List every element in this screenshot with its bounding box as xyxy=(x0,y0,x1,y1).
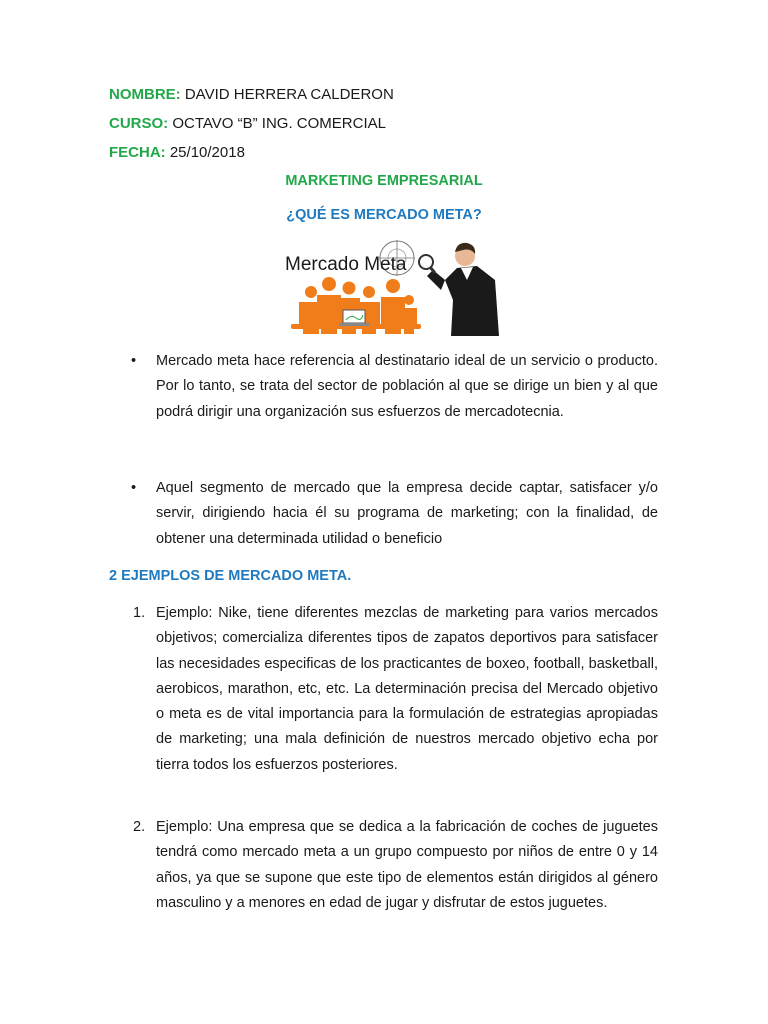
bullet-1-marker: • xyxy=(131,353,137,369)
laptop-icon xyxy=(339,310,369,326)
fecha-value: 25/10/2018 xyxy=(169,144,245,161)
section-heading: 2 EJEMPLOS DE MERCADO META. xyxy=(109,568,352,584)
question-heading: ¿QUÉ ES MERCADO META? xyxy=(286,207,482,223)
nombre-line xyxy=(109,86,394,104)
example-2-text: Ejemplo: Una empresa que se dedica a la fabricación de coches de juguetes tendrá como mercado meta a un grupo compuesto por niños de entre 0 y 14 años, ya que se supone que este tipo de elementos están dirigidos al género masculino y a menores en edad de jugar y disfrutar de estos juguetes. xyxy=(156,819,658,911)
nombre-label: NOMBRE: xyxy=(109,86,181,103)
figure-text: Mercado Meta xyxy=(285,254,407,275)
fecha-label: FECHA: xyxy=(109,144,166,161)
bullet-2-text: Aquel segmento de mercado que la empresa decide captar, satisfacer y/o servir, dirigiendo hacia él su programa de marketing; con la finalidad, de obtener una determinada utilidad o beneficio xyxy=(156,480,658,547)
mercado-meta-illustration xyxy=(281,240,499,336)
example-2-number: 2. xyxy=(133,819,146,835)
fecha-line xyxy=(109,144,245,162)
bullet-1-text: Mercado meta hace referencia al destinatario ideal de un servicio o producto. Por lo tanto, se trata del sector de población al que se dirige un bien y al que podrá dirigir una organización sus esfuerzos de mercadotecnia. xyxy=(156,353,658,420)
curso-label: CURSO: xyxy=(109,115,169,132)
document-title: MARKETING EMPRESARIAL xyxy=(285,173,483,189)
bullet-2-marker: • xyxy=(131,480,137,496)
curso-value: OCTAVO “B” ING. COMERCIAL xyxy=(172,115,386,132)
curso-line xyxy=(109,115,386,133)
example-1-text: Ejemplo: Nike, tiene diferentes mezclas de marketing para varios mercados objetivos; comercializa diferentes tipos de zapatos deportivos para satisfacer las necesidades especificas de los practicantes de boxeo, football, basketball, aerobicos, marathon, etc, etc. La determinación precisa del Mercado objetivo o meta es de vital importancia para la formulación de estrategias apropiadas de marketing; una mala definición de nuestros mercado objetivo echa por tierra todos los esfuerzos posteriores. xyxy=(156,605,658,773)
nombre-value: DAVID HERRERA CALDERON xyxy=(184,86,394,103)
example-1-number: 1. xyxy=(133,605,146,621)
